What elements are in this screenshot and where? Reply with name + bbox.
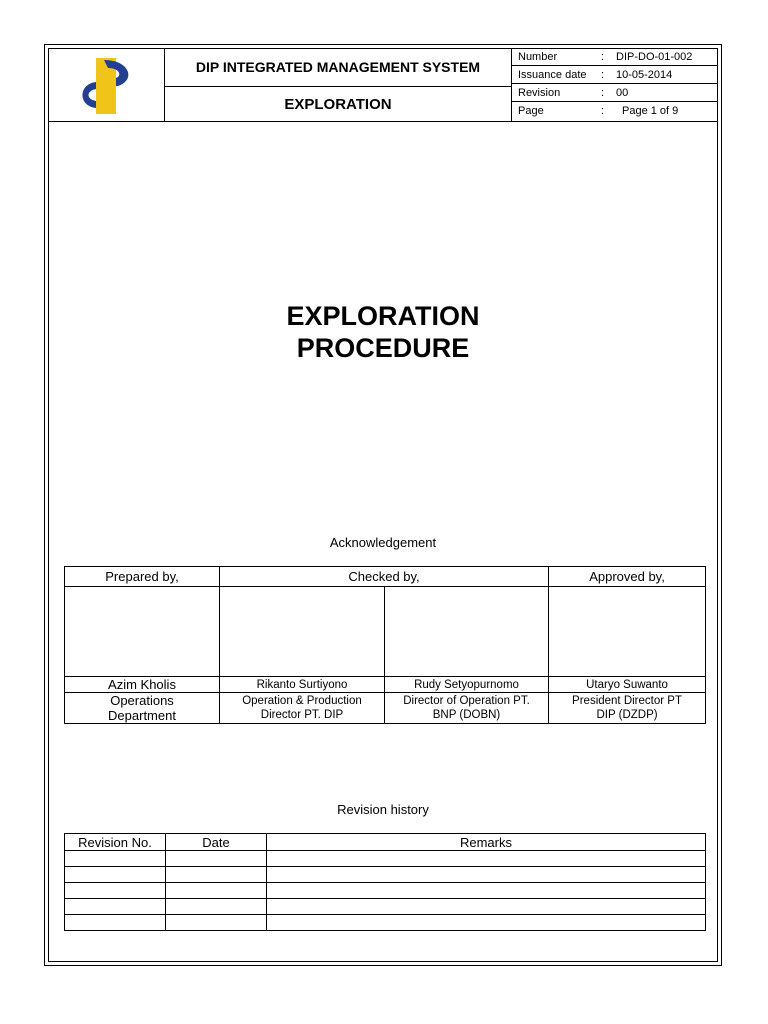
title-line-1: EXPLORATION (286, 301, 480, 331)
document-metadata (512, 48, 718, 122)
cell-revision-no (65, 899, 166, 915)
acknowledgement-table (64, 566, 706, 724)
meta-separator: : (601, 87, 605, 99)
meta-value: DIP-DO-01-002 (616, 51, 693, 63)
title-line-2: PROCEDURE (296, 333, 470, 363)
cell-remarks (267, 851, 706, 867)
signer-role (549, 693, 706, 724)
cell-date (166, 883, 267, 899)
signer-name: Rudy Setyopurnomo (385, 677, 549, 693)
signer-role (65, 693, 220, 724)
meta-value: 00 (616, 87, 629, 99)
meta-key: Issuance date (518, 69, 587, 81)
document-title-header: EXPLORATION (165, 87, 512, 122)
cell-revision-no (65, 851, 166, 867)
acknowledgement-label: Acknowledgement (329, 535, 437, 550)
cell-date (166, 915, 267, 931)
logo-cell (48, 48, 165, 122)
signer-role-line: BNP (DOBN) (432, 709, 501, 721)
dip-logo-icon (78, 58, 138, 114)
table-row (65, 851, 706, 867)
cell-date (166, 899, 267, 915)
cell-remarks (267, 899, 706, 915)
header-prepared-by: Prepared by, (65, 567, 220, 587)
meta-row-issuance-date (512, 66, 718, 84)
header-date: Date (166, 834, 267, 851)
meta-key: Page (518, 105, 544, 117)
cell-date (166, 867, 267, 883)
cell-remarks (267, 915, 706, 931)
revision-history-table (64, 833, 706, 931)
meta-separator: : (601, 105, 605, 117)
meta-row-revision (512, 84, 718, 102)
header-checked-by: Checked by, (220, 567, 549, 587)
cell-revision-no (65, 915, 166, 931)
signature-cell (385, 587, 549, 677)
meta-separator: : (601, 69, 605, 81)
header-revision-no: Revision No. (65, 834, 166, 851)
signer-role-line: Operation & Production (242, 695, 362, 707)
signer-name: Utaryo Suwanto (549, 677, 706, 693)
revision-history-label: Revision history (337, 802, 429, 817)
table-row (65, 867, 706, 883)
signature-cell (220, 587, 385, 677)
table-row (65, 915, 706, 931)
meta-value: 10-05-2014 (616, 69, 673, 81)
cell-revision-no (65, 883, 166, 899)
meta-row-number (512, 48, 718, 66)
signer-role-line: DIP (DZDP) (596, 709, 658, 721)
cell-remarks (267, 883, 706, 899)
signature-cell (549, 587, 706, 677)
meta-key: Revision (518, 87, 561, 99)
system-title: DIP INTEGRATED MANAGEMENT SYSTEM (165, 48, 512, 87)
signer-name: Azim Kholis (65, 677, 220, 693)
cell-date (166, 851, 267, 867)
document-header (48, 48, 718, 122)
meta-separator: : (601, 51, 605, 63)
meta-key: Number (518, 51, 558, 63)
header-remarks: Remarks (267, 834, 706, 851)
table-row (65, 883, 706, 899)
signature-cell (65, 587, 220, 677)
cell-remarks (267, 867, 706, 883)
signer-name: Rikanto Surtiyono (220, 677, 385, 693)
header-approved-by: Approved by, (549, 567, 706, 587)
signer-role (385, 693, 549, 724)
meta-row-page (512, 102, 718, 122)
signer-role (220, 693, 385, 724)
meta-value: Page 1 of 9 (622, 105, 679, 117)
signer-role-line: Director of Operation PT. (403, 695, 530, 707)
table-row (65, 899, 706, 915)
signer-role-line: Department (108, 708, 176, 723)
page-border-inner (48, 48, 718, 962)
cell-revision-no (65, 867, 166, 883)
signer-role-line: President Director PT (572, 695, 682, 707)
document-main-title (48, 300, 718, 364)
signer-role-line: Operations (110, 693, 174, 708)
signer-role-line: Director PT. DIP (260, 709, 344, 721)
